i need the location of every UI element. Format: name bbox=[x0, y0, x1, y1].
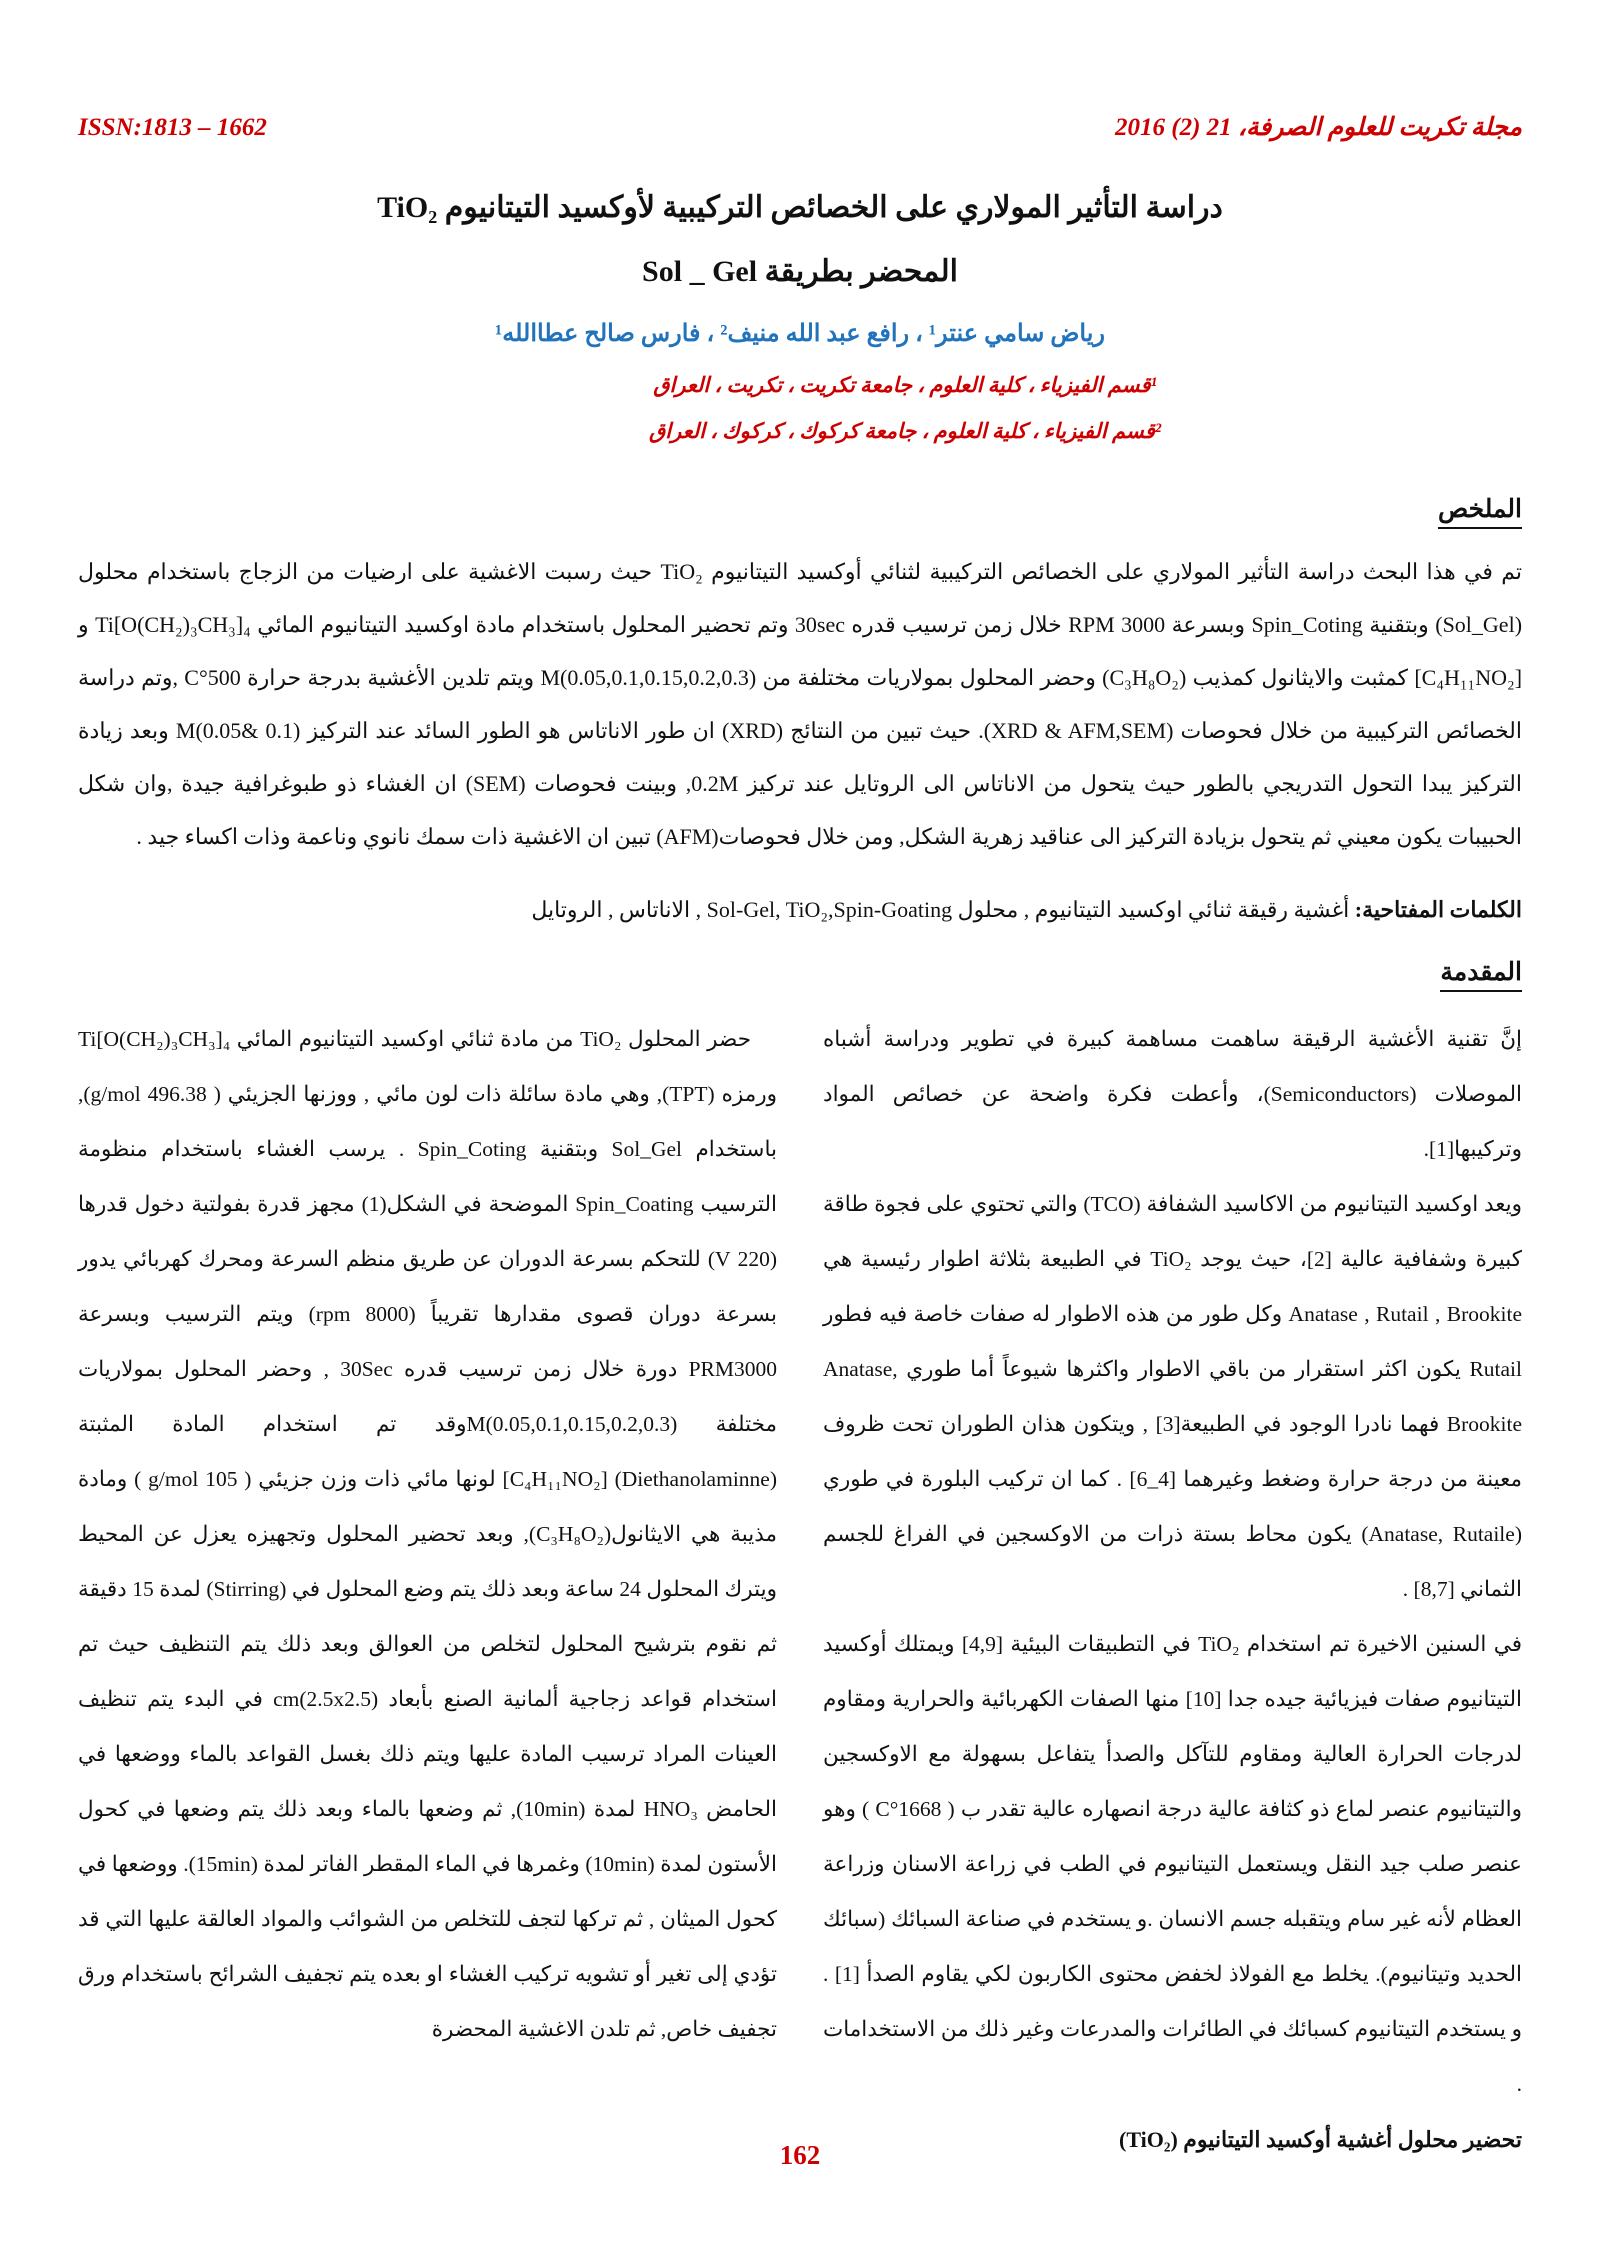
keywords-label: الكلمات المفتاحية: bbox=[1354, 897, 1522, 922]
title-block bbox=[78, 190, 1522, 289]
preparation-heading: تحضير محلول أغشية أوكسيد التيتانيوم (TiO₂) bbox=[1119, 2127, 1522, 2152]
page-number: 162 bbox=[779, 2140, 821, 2170]
paper-title-line2: المحضر بطريقة Sol _ Gel bbox=[642, 255, 958, 288]
abstract-body: تم في هذا البحث دراسة التأثير المولاري على الخصائص التركيبية لثنائي أوكسيد التيتانيوم TiO₂ حيث رسبت الاغشية على ارضيات من الزجاج باستخدام محلول (Sol_Gel) وبتقنية Spin_Coting وبسرعة 3000 RPM خلال زمن ترسيب قدره 30sec وتم تحضير المحلول باستخدام مادة اوكسيد التيتانيوم المائي Ti[O(CH₂)₃CH₃]₄ و [C₄H₁₁NO₂] كمثبت والايثانول كمذيب (C₃H₈O₂) وحضر المحلول بمولاريات مختلفة من M(0.05,0.1,0.15,0.2,0.3) ويتم تلدين الأغشية بدرجة حرارة 500°C ,وتم دراسة الخصائص التركيبية من خلال فحوصات (XRD & AFM,SEM). حيث تبين من النتائج (XRD) ان طور الاناتاس هو الطور السائد عند التركيز M(0.05& 0.1) وبعد زيادة التركيز يبدا التحول التدريجي بالطور حيث يتحول من الاناتاس الى الروتايل عند تركيز 0.2M, وبينت فحوصات (SEM) ان الغشاء ذو طبوغرافية جيدة ,وان شكل الحبيبات يكون معيني ثم يتحول بزيادة التركيز الى عناقيد زهرية الشكل, ومن خلال فحوصات(AFM) تبين ان الاغشية ذات سمك نانوي وناعمة وذات اكساء جيد . bbox=[78, 559, 1523, 849]
intro-paragraph-3: في السنين الاخيرة تم استخدام TiO₂ في التطبيقات البيئية [4,9] ويمتلك أوكسيد التيتانيوم صفات فيزيائية جيده جدا [10] منها الصفات الكهربائية والحرارية ومقاوم لدرجات الحرارة العالية ومقاوم للتآكل والصدأ يتفاعل بسهولة مع الاوكسجين والتيتانيوم عنصر لماع ذو كثافة عالية درجة انصهاره عالية تقدر ب ( 1668°C ) وهو عنصر صلب جيد النقل ويستعمل التيتانيوم في الطب في زراعة الاسنان وزراعة العظام لأنه غير سام ويتقبله جسم الانسان .و يستخدم في صناعة السبائك (سبائك الحديد وتيتانيوم). يخلط مع الفولاذ لخفض محتوى الكاربون لكي يقاوم الصدأ [1] . و يستخدم التيتانيوم كسبائك في الطائرات والمدرعات وغير ذلك من الاستخدامات . bbox=[823, 1632, 1522, 2096]
paper-title-line1: دراسة التأثير المولاري على الخصائص التركيبية لأوكسيد التيتانيوم TiO₂ bbox=[377, 191, 1223, 224]
keywords-text: أغشية رقيقة ثنائي اوكسيد التيتانيوم , محلول Sol-Gel, TiO₂,Spin-Goating , الاناتاس , الروتايل bbox=[531, 897, 1355, 922]
two-column-body bbox=[78, 1012, 1522, 2167]
page-header bbox=[78, 0, 1522, 142]
preparation-body: حضر المحلول TiO₂ من مادة ثنائي اوكسيد التيتانيوم المائي Ti[O(CH₂)₃CH₃]₄ ورمزه (TPT), وهي مادة سائلة ذات لون مائي , ووزنها الجزيئي ( 496.38 g/mol), باستخدام Sol_Gel وبتقنية Spin_Coting . يرسب الغشاء باستخدام منظومة الترسيب Spin_Coating الموضحة في الشكل(1) مجهز قدرة بفولتية دخول قدرها (220 V) للتحكم بسرعة الدوران عن طريق منظم السرعة ومحرك كهربائي يدور بسرعة دوران قصوى مقدارها تقريباً (8000 rpm) ويتم الترسيب وبسرعة PRM3000 دورة خلال زمن ترسيب قدره 30Sec , وحضر المحلول بمولاريات مختلفة M(0.05,0.1,0.15,0.2,0.3)وقد تم استخدام المادة المثبتة (Diethanolaminne) [C₄H₁₁NO₂] لونها مائي ذات وزن جزيئي ( 105 g/mol ) ومادة مذيبة هي الايثانول(C₃H₈O₂), وبعد تحضير المحلول وتجهيزه يعزل عن المحيط ويترك المحلول 24 ساعة وبعد ذلك يتم وضع المحلول في (Stirring) لمدة 15 دقيقة ثم نقوم بترشيح المحلول لتخلص من العوالق وبعد ذلك يتم التنظيف حيث تم استخدام قواعد زجاجية ألمانية الصنع بأبعاد cm(2.5x2.5) في البدء يتم تنظيف العينات المراد ترسيب المادة عليها ويتم ذلك بغسل القواعد بالماء ووضعها في الحامض HNO₃ لمدة (10min), ثم وضعها بالماء وبعد ذلك يتم وضعها في كحول الأستون لمدة (10min) وغمرها في الماء المقطر الفاتر لمدة (15min). ووضعها في كحول الميثان , ثم تركها لتجف للتخلص من الشوائب والمواد العالقة عليها التي قد تؤدي إلى تغير أو تشويه تركيب الغشاء او بعده يتم تجفيف الشرائح باستخدام ورق تجفيف خاص, ثم تلدن الاغشية المحضرة bbox=[78, 1027, 778, 2041]
journal-name: مجلة تكريت للعلوم الصرفة، 21 (2) 2016 bbox=[1114, 114, 1522, 141]
issn-label: ISSN:1813 – 1662 bbox=[78, 114, 267, 141]
affiliations-block bbox=[78, 362, 1522, 454]
affiliation-2: ²قسم الفيزياء ، كلية العلوم ، جامعة كركوك ، كركوك ، العراق bbox=[648, 419, 1162, 443]
authors-line: رياض سامي عنتر¹ ، رافع عبد الله منيف² ، فارس صالح عطاالله¹ bbox=[495, 321, 1105, 347]
affiliation-1: ¹قسم الفيزياء ، كلية العلوم ، جامعة تكريت ، تكريت ، العراق bbox=[653, 373, 1157, 397]
prep-column-left bbox=[78, 1012, 777, 2167]
abstract-section bbox=[78, 494, 1522, 935]
intro-column-right bbox=[823, 1012, 1522, 2167]
intro-paragraph-1: إنَّ تقنية الأغشية الرقيقة ساهمت مساهمة كبيرة في تطوير ودراسة أشباه الموصلات (Semiconductors)، وأعطت فكرة واضحة عن خصائص المواد وتركيبها[1]. bbox=[823, 1027, 1522, 1161]
abstract-heading: الملخص bbox=[78, 494, 1522, 529]
introduction-heading: المقدمة bbox=[78, 957, 1522, 992]
keywords-line bbox=[78, 885, 1522, 935]
intro-paragraph-2: ويعد اوكسيد التيتانيوم من الاكاسيد الشفافة (TCO) والتي تحتوي على فجوة طاقة كبيرة وشفافية عالية [2]، حيث يوجد TiO₂ في الطبيعة بثلاثة اطوار رئيسية هي Anatase , Rutail , Brookite وكل طور من هذه الاطوار له صفات خاصة فيه فطور Rutail يكون اكثر استقرار من باقي الاطوار واكثرها شيوعاً أما طوري ,Anatase Brookite فهما نادرا الوجود في الطبيعة[3] , ويتكون هذان الطوران تحت ظروف معينة من درجة حرارة وضغط وغيرهما [4_6] . كما ان تركيب البلورة في طوري (Anatase, Rutaile) يكون محاط بستة ذرات من الاوكسجين في الفراغ للجسم الثماني [8,7] . bbox=[823, 1192, 1522, 1601]
